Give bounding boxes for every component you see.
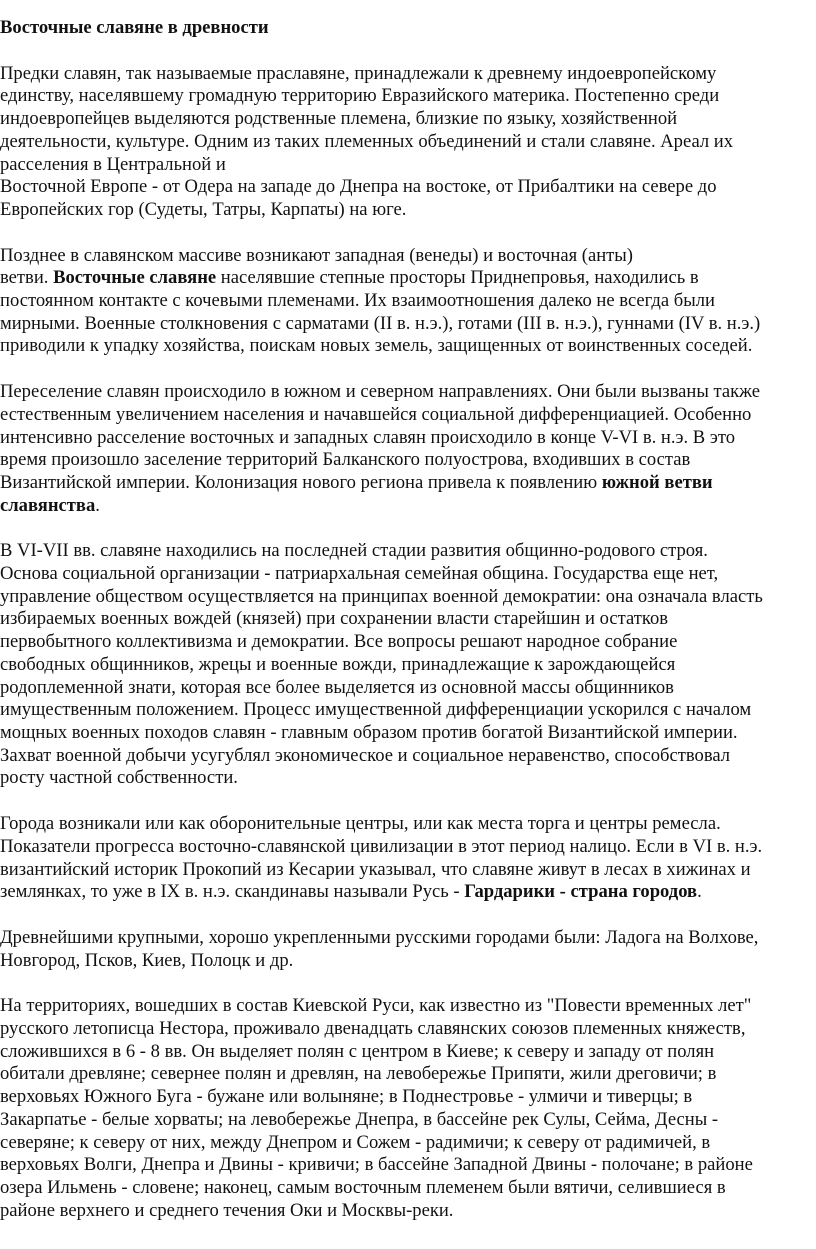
text-line: мирными. Военные столкновения с сарматами (II в. н.э.), готами (III в. н.э.), гуннами (IV в. н.э.) [0, 312, 761, 334]
text-line: Предки славян, так называемые праславяне, принадлежали к древнему индоевропейскому [0, 62, 717, 84]
text-line: постоянном контакте с кочевыми племенами. Их взаимоотношения далеко не всегда были [0, 290, 715, 312]
document-page [0, 17, 812, 1222]
paragraph-migration [0, 381, 812, 517]
text-line: время произошло заселение территорий Балканского полуострова, входивших в состав [0, 449, 691, 471]
paragraph-social-order [0, 540, 812, 790]
text-line: районе верхнего и среднего течения Оки и Москвы-реки. [0, 1199, 454, 1221]
text-line: Основа социальной организации - патриархальная семейная община. Государства еще нет, [0, 563, 719, 585]
text-line: Европейских гор (Судеты, Татры, Карпаты) на юге. [0, 198, 407, 220]
text-line: озера Ильмень - словене; наконец, самым восточным племенем были вятичи, селившиеся в [0, 1176, 726, 1198]
text-line: верховьях Волги, Днепра и Двины - кривичи; в бассейне Западной Двины - полочане; в районе [0, 1154, 753, 1176]
text-run: . [95, 494, 100, 516]
text-line [0, 495, 812, 518]
text-line: русского летописца Нестора, проживало двенадцать славянских союзов племенных княжеств, [0, 1018, 746, 1040]
text-line: В VI-VII вв. славяне находились на последней стадии развития общинно-родового строя. [0, 540, 708, 562]
text-line: Захват военной добычи усугублял экономическое и социальное неравенство, способствовал [0, 744, 731, 766]
text-line [0, 881, 812, 904]
paragraph-tribal-unions [0, 995, 812, 1222]
text-line: деятельности, культуре. Одним из таких племенных объединений и стали славяне. Ареал их [0, 130, 734, 152]
bold-term-gardariki: Гардарики - страна городов [464, 881, 698, 903]
text-line: Древнейшими крупными, хорошо укрепленными русскими городами были: Ладога на Волхове, [0, 926, 759, 948]
text-line [0, 472, 812, 495]
text-line: Города возникали или как оборонительные центры, или как места торга и центры ремесла. [0, 813, 721, 835]
text-line: первобытного коллективизма и демократии. Все вопросы решают народное собрание [0, 631, 678, 653]
text-line: мощных военных походов славян - главным образом против богатой Византийской империи. [0, 721, 738, 743]
paragraph-origins [0, 63, 812, 222]
text-line: Восточной Европе - от Одера на западе до Днепра на востоке, от Прибалтики на севере до [0, 176, 717, 198]
paragraph-branches [0, 245, 812, 359]
text-line [0, 267, 812, 290]
text-run: землянках, то уже в IX в. н.э. скандинавы называли Русь - [0, 881, 465, 903]
text-line: свободных общинников, жрецы и военные вожди, принадлежащие к зарождающейся [0, 653, 676, 675]
text-line: единству, населявшему громадную территорию Евразийского материка. Постепенно среди [0, 85, 720, 107]
text-line: управление обществом осуществляется на принципах военной демократии: она означала власть [0, 585, 763, 607]
text-line: имущественным положением. Процесс имущественной дифференциации ускорился с началом [0, 699, 752, 721]
text-line: индоевропейцев выделяются родственные племена, близкие по языку, хозяйственной [0, 108, 678, 130]
text-run: Византийской империи. Колонизация нового региона привела к появлению [0, 471, 602, 493]
text-line: избираемых военных вождей (князей) при сохранении власти старейшин и остатков [0, 608, 669, 630]
text-line: верховьях Южного Буга - бужане или волыняне; в Поднестровье - улмичи и тиверцы; в [0, 1086, 693, 1108]
text-line: естественным увеличением населения и начавшейся социальной дифференциацией. Особенно [0, 403, 752, 425]
text-line: родоплеменной знати, которая все более выделяется из основной массы общинников [0, 676, 674, 698]
bold-term-slavdom: славянства [0, 494, 96, 516]
text-line: росту частной собственности. [0, 767, 238, 789]
paragraph-cities [0, 813, 812, 904]
text-line: византийский историк Прокопий из Кесарии указывал, что славяне живут в лесах в хижинах и [0, 858, 751, 880]
text-run: населявшие степные просторы Приднепровья, находились в [216, 267, 699, 289]
text-line: Показатели прогресса восточно-славянской цивилизации в этот период налицо. Если в VI в. н.э. [0, 835, 763, 857]
text-line: сложившихся в 6 - 8 вв. Он выделяет полян с центром в Киеве; к северу и западу от полян [0, 1040, 715, 1062]
bold-term-east-slavs: Восточные славяне [53, 267, 217, 289]
text-line: Переселение славян происходило в южном и северном направлениях. Они были вызваны также [0, 381, 760, 403]
document-title: Восточные славяне в древности [0, 17, 269, 38]
bold-term-southern-branch: южной ветви [601, 471, 713, 493]
text-run: ветви. [0, 267, 54, 289]
text-line: На территориях, вошедших в состав Киевской Руси, как известно из "Повести временных лет" [0, 995, 752, 1017]
text-line: расселения в Центральной и [0, 153, 226, 175]
text-line: приводили к упадку хозяйства, поискам новых земель, защищенных от воинственных соседей. [0, 335, 753, 357]
text-line: обитали древляне; севернее полян и древлян, на левобережье Припяти, жили дреговичи; в [0, 1063, 717, 1085]
text-line: Новгород, Псков, Киев, Полоцк и др. [0, 949, 294, 971]
text-run: . [697, 881, 702, 903]
paragraph-oldest-cities [0, 927, 812, 972]
text-line: Позднее в славянском массиве возникают западная (венеды) и восточная (анты) [0, 244, 633, 266]
text-line: интенсивно расселение восточных и западных славян происходило в конце V-VI в. н.э. В это [0, 426, 735, 448]
text-line: северяне; к северу от них, между Днепром и Сожем - радимичи; к северу от радимичей, в [0, 1131, 711, 1153]
text-line: Закарпатье - белые хорваты; на левобережье Днепра, в бассейне рек Сулы, Сейма, Десны - [0, 1108, 719, 1130]
